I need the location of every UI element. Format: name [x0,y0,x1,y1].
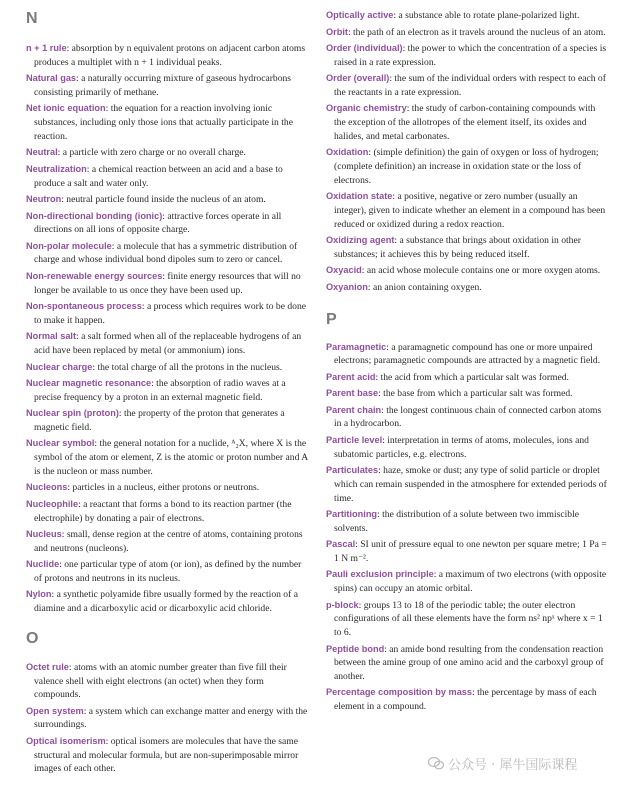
glossary-term: Open system [26,705,84,716]
glossary-term: p-block [326,599,359,610]
glossary-definition: : (simple definition) the gain of oxygen or loss of hydrogen; (complete definition) an increase in oxidation state or the loss of electrons. [334,147,599,186]
glossary-entry [26,72,310,99]
glossary-term: Non-directional bonding (ionic) [26,210,163,221]
glossary-definition: : the total charge of all the protons in the nucleus. [92,361,283,373]
glossary-term: Particulates [326,465,379,476]
glossary-definition: : the general notation for a nuclide, ᴬ₂X, where X is the symbol of the atom or element, Z is the atomic or proton number and A is the nucleon or mass number. [34,438,308,477]
glossary-entry [326,281,609,295]
right-column [326,0,609,717]
glossary-entry [326,26,609,40]
glossary-term: Non-polar molecule [26,240,112,251]
glossary-term: Peptide bond [326,643,385,654]
glossary-term: Parent base [326,388,379,399]
section-heading-o: O [26,629,39,647]
glossary-entry [26,661,310,702]
glossary-term: Order (individual) [326,43,403,53]
glossary-entry [326,42,609,69]
glossary-definition: : the equation for a reaction involving ionic substances, including only those ions that actually participate in the reaction. [34,103,293,142]
glossary-definition: : attractive forces operate in all directions on all ions of opposite charge. [34,210,282,236]
glossary-definition: : particles in a nucleus, either protons or neutrons. [67,482,260,494]
glossary-term: Nuclear charge [26,361,93,372]
glossary-list-p [326,341,609,714]
glossary-entry [26,240,310,267]
glossary-definition: : an anion containing oxygen. [367,281,482,293]
glossary-definition: : haze, smoke or dust; any type of solid particle or droplet which can remain suspended in the atmosphere for extended periods of time. [334,465,607,504]
glossary-definition: : a synthetic polyamide fibre usually formed by the reaction of a diamine and a dicarboxylic acid or dicarboxylic acid chloride. [34,589,298,615]
glossary-definition: : small, dense region at the centre of atoms, containing protons and neutrons (nucleons). [34,529,303,554]
glossary-term: Nuclear symbol [26,438,95,449]
glossary-definition: : a chemical reaction between an acid and a base to produce a salt and water only. [34,163,283,189]
left-column [26,0,310,779]
glossary-definition: : a positive, negative or zero number (usually an integer), given to indicate whether an element in a compound has been reduced or oxidized during a redox reaction. [334,191,606,230]
glossary-definition: : a particle with zero charge or no overall charge. [57,147,246,159]
glossary-entry [326,371,609,385]
glossary-term: n + 1 rule [26,43,67,53]
glossary-term: Nuclear spin (proton) [26,408,119,419]
glossary-entry [26,270,310,297]
glossary-definition: : the longest continuous chain of connected carbon atoms in a hydrocarbon. [334,404,602,430]
glossary-definition: : the base from which a particular salt was formed. [378,388,573,400]
glossary-entry [326,190,609,231]
glossary-entry [26,498,310,525]
section-heading-p: P [326,310,337,328]
glossary-entry [26,558,310,585]
glossary-definition: : one particular type of atom (or ion), as defined by the number of protons and neutrons in its nucleus. [34,559,302,584]
glossary-definition: : groups 13 to 18 of the periodic table; the outer electron configurations of all these elements have the form ns² npˣ where x = 1 to 6. [334,599,603,639]
glossary-entry [26,102,310,143]
glossary-definition: : a substance able to rotate plane-polarized light. [393,10,580,21]
glossary-term: Non-spontaneous process [26,301,142,312]
glossary-entry [326,508,609,535]
glossary-definition: : the distribution of a solute between two immiscible solvents. [334,509,580,534]
glossary-entry [326,72,609,99]
glossary-term: Paramagnetic [326,341,387,352]
glossary-term: Oxidizing agent [326,235,395,246]
glossary-term: Pascal [326,539,356,550]
glossary-definition: : interpretation in terms of atoms, molecules, ions and subatomic particles, e.g. electrons. [334,434,589,460]
glossary-term: Nucleophile [26,498,79,509]
glossary-term: Oxidation state [326,191,393,202]
glossary-definition: : finite energy resources that will no longer be available to us once they have been used up. [34,270,301,296]
glossary-term: Organic chemistry [326,103,407,114]
glossary-term: Net ionic equation [26,103,106,114]
glossary-entry [26,407,310,434]
watermark-text: 公众号 · 犀牛国际课程 [448,758,578,773]
glossary-term: Nucleons [26,482,68,493]
glossary-term: Octet rule [26,661,69,672]
glossary-definition: : a paramagnetic compound has one or more unpaired electrons; paramagnetic compounds are attracted by a magnetic field. [334,341,601,367]
section-heading-n: N [26,10,38,27]
glossary-definition: : a molecule that has a symmetric distribution of charge and whose individual bond dipoles sum to zero or cancel. [34,240,298,266]
glossary-entry [26,361,310,375]
glossary-term: Order (overall) [326,73,390,84]
glossary-term: Non-renewable energy sources [26,270,163,281]
glossary-entry [26,481,310,495]
glossary-entry [326,341,609,368]
glossary-entry [326,686,609,713]
glossary-entry [26,588,310,615]
glossary-definition: : a naturally occurring mixture of gaseous hydrocarbons consisting primarily of methane. [34,73,292,98]
wechat-icon [428,757,444,770]
glossary-definition: : the study of carbon-containing compounds with the exception of the allotropes of the element itself, its oxides and halides, and metal carbonates. [334,103,596,142]
glossary-term: Oxyacid [326,265,362,276]
glossary-term: Particle level [326,434,383,445]
glossary-entry [26,163,310,190]
glossary-definition: : absorption by n equivalent protons on adjacent carbon atoms produces a multiplet with n + 1 individual peaks. [34,43,306,68]
glossary-term: Nuclear magnetic resonance [26,378,152,389]
glossary-entry [326,404,609,431]
glossary-definition: : a maximum of two electrons (with opposite spins) can occupy an atomic orbital. [334,569,607,595]
glossary-entry [26,330,310,357]
glossary-entry [326,146,609,187]
glossary-entry [26,193,310,207]
glossary-term: Nylon [26,589,52,600]
glossary-definition: : SI unit of pressure equal to one newton per square metre; 1 Pa = 1 N m⁻². [334,539,607,564]
glossary-entry [26,300,310,327]
watermark [428,754,577,773]
glossary-entry [326,264,609,278]
glossary-term: Neutralization [26,163,87,174]
glossary-definition: : optical isomers are molecules that have the same structural and molecular formula, but are non-superimposable mirror images of each other. [34,735,299,775]
glossary-term: Oxyanion [326,281,368,292]
glossary-entry [326,434,609,461]
glossary-entry [26,735,310,776]
glossary-entry [326,464,609,505]
glossary-definition: : atoms with an atomic number greater than five fill their valence shell with eight electrons (an octet) when they form compounds. [34,661,287,701]
glossary-term: Percentage composition by mass [326,687,473,698]
glossary-term: Normal salt [26,331,77,342]
glossary-definition: : the power to which the concentration of a species is raised in a rate expression. [334,43,607,68]
glossary-entry [26,528,310,555]
glossary-definition: : neutral particle found inside the nucleus of an atom. [61,194,266,206]
glossary-term: Neutron [26,194,62,205]
glossary-term: Nucleus [26,529,62,540]
glossary-definition: : an acid whose molecule contains one or more oxygen atoms. [361,265,601,277]
glossary-entry [326,102,609,143]
glossary-entry [26,42,310,69]
glossary-entry [326,387,609,401]
glossary-definition: : a substance that brings about oxidation in other substances; it achieves this by being reduced itself. [334,235,581,260]
glossary-entry [26,146,310,160]
glossary-list-o-left [26,661,310,776]
glossary-definition: : a salt formed when all of the replaceable hydrogens of an acid have been replaced by metal (or ammonium) ions. [34,331,302,357]
glossary-term: Neutral [26,147,58,158]
glossary-definition: : the percentage by mass of each element in a compound. [334,687,597,713]
glossary-term: Nuclide [26,559,60,570]
glossary-term: Optically active [326,10,394,20]
glossary-term: Oxidation [326,147,369,158]
glossary-definition: : the sum of the individual orders with respect to each of the reactants in a rate expression. [334,73,606,98]
glossary-list-n [26,42,310,616]
glossary-entry [26,437,310,478]
glossary-term: Parent chain [326,404,382,415]
glossary-entry [326,538,609,565]
glossary-entry [326,234,609,261]
glossary-list-o-right [326,9,609,295]
glossary-definition: : a system which can exchange matter and energy with the surroundings. [34,705,308,731]
glossary-term: Partitioning [326,509,378,520]
glossary-entry [26,377,310,404]
glossary-definition: : a reactant that forms a bond to its reaction partner (the electrophile) by donating a pair of electrons. [34,498,292,524]
glossary-term: Optical isomerism [26,735,106,746]
glossary-definition: : a process which requires work to be done to make it happen. [34,301,307,326]
glossary-entry [326,568,609,595]
glossary-definition: : the path of an electron as it travels around the nucleus of an atom. [347,26,606,38]
glossary-term: Parent acid [326,371,376,382]
glossary-entry [26,210,310,237]
glossary-definition: : the property of the proton that generates a magnetic field. [34,408,285,433]
glossary-definition: : the absorption of radio waves at a precise frequency by a proton in an external magnetic field. [34,378,286,403]
glossary-term: Pauli exclusion principle [326,569,434,580]
glossary-definition: : the acid from which a particular salt was formed. [375,371,569,383]
glossary-entry [26,705,310,732]
glossary-entry [326,9,609,23]
glossary-entry [326,643,609,684]
glossary-entry [326,599,609,640]
glossary-term: Orbit [326,26,348,37]
glossary-definition: : an amide bond resulting from the condensation reaction between the amine group of one amino acid and the carboxyl group of another. [334,643,604,682]
glossary-term: Natural gas [26,73,77,84]
